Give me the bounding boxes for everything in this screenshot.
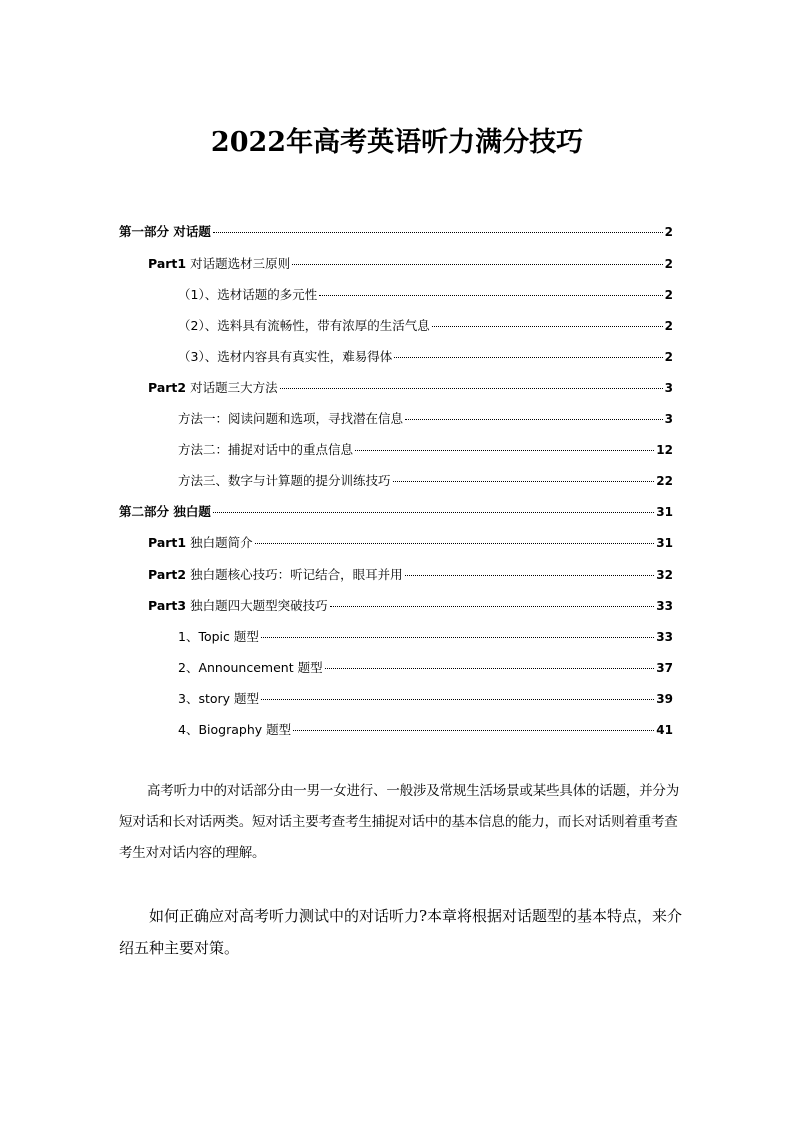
toc-entry-method-3[interactable] xyxy=(178,470,673,490)
toc-entry-page: 31 xyxy=(656,536,673,550)
toc-entry-label: （1）、选材话题的多元性 xyxy=(178,287,318,302)
toc-entry-title: 独白题核心技巧：听记结合，眼耳并用 xyxy=(186,567,403,582)
toc-entry-label xyxy=(148,566,403,584)
toc-leader-dots xyxy=(432,312,663,327)
toc-leader-dots xyxy=(261,685,654,700)
toc-entry-part-number: Part2 xyxy=(148,380,187,395)
toc-leader-dots xyxy=(330,592,655,607)
toc-entry-type-announcement[interactable] xyxy=(178,657,673,677)
toc-entry-part2-dialogue-methods[interactable] xyxy=(148,377,673,397)
toc-leader-dots xyxy=(213,218,663,233)
toc-leader-dots xyxy=(261,623,654,638)
toc-entry-type-topic[interactable] xyxy=(178,626,673,646)
toc-entry-type-story[interactable] xyxy=(178,688,673,708)
toc-leader-dots xyxy=(393,467,655,482)
toc-entry-label: 方法二：捕捉对话中的重点信息 xyxy=(178,442,354,457)
toc-entry-principle-1[interactable] xyxy=(178,284,673,304)
toc-entry-part-number: Part2 xyxy=(148,567,187,582)
toc-entry-page: 22 xyxy=(656,474,673,488)
toc-entry-part1-dialogue-principles[interactable] xyxy=(148,253,673,273)
toc-entry-method-1[interactable] xyxy=(178,408,673,428)
toc-entry-label xyxy=(148,597,328,615)
toc-entry-method-2[interactable] xyxy=(178,439,673,459)
body-paragraph-dialogue-intro: 高考听力中的对话部分由一男一女进行、一般涉及常规生活场景或某些具体的话题，并分为短对话和长对话两类。短对话主要考查考生捕捉对话中的基本信息的能力，而长对话则着重考查考生对对话内容的理解。 xyxy=(119,783,679,861)
document-title: 2022年高考英语听力满分技巧 xyxy=(210,127,584,158)
toc-entry-part3-monologue-types[interactable] xyxy=(148,595,673,615)
toc-entry-type-biography[interactable] xyxy=(178,719,673,739)
toc-entry-part-two[interactable] xyxy=(119,501,673,521)
toc-entry-title: 独白题简介 xyxy=(186,535,253,550)
toc-entry-label: （2）、选料具有流畅性，带有浓厚的生活气息 xyxy=(178,318,430,333)
toc-entry-page: 2 xyxy=(664,319,673,333)
toc-entry-label: 方法一：阅读问题和选项，寻找潜在信息 xyxy=(178,411,404,426)
toc-entry-label xyxy=(148,379,278,397)
toc-entry-page: 2 xyxy=(664,288,673,302)
toc-entry-label: 1、Topic 题型 xyxy=(178,629,259,644)
toc-entry-page: 3 xyxy=(664,412,673,426)
toc-entry-part-number: Part1 xyxy=(148,535,187,550)
toc-entry-label: 第一部分 对话题 xyxy=(119,224,211,239)
toc-leader-dots xyxy=(319,281,662,296)
body-paragraph-strategies: 如何正确应对高考听力测试中的对话听力?本章将根据对话题型的基本特点，来介绍五种主要对策。 xyxy=(119,907,683,957)
toc-entry-part-number: Part1 xyxy=(148,256,187,271)
toc-entry-page: 39 xyxy=(656,692,673,706)
toc-entry-label: 3、story 题型 xyxy=(178,691,260,706)
toc-entry-label: 方法三、数字与计算题的提分训练技巧 xyxy=(178,473,391,488)
toc-leader-dots xyxy=(394,343,662,358)
toc-leader-dots xyxy=(293,716,654,731)
toc-entry-page: 37 xyxy=(656,661,673,675)
toc-entry-page: 31 xyxy=(656,505,673,519)
toc-entry-page: 12 xyxy=(656,443,673,457)
toc-entry-part2-monologue-skills[interactable] xyxy=(148,564,673,584)
toc-entry-label xyxy=(148,255,290,273)
toc-entry-page: 2 xyxy=(664,225,673,239)
toc-entry-label xyxy=(148,534,253,552)
toc-leader-dots xyxy=(405,405,663,420)
toc-entry-part1-monologue-intro[interactable] xyxy=(148,532,673,552)
toc-entry-page: 2 xyxy=(664,257,673,271)
toc-entry-label: （3）、选材内容具有真实性，难易得体 xyxy=(178,349,393,364)
toc-entry-page: 33 xyxy=(656,630,673,644)
toc-leader-dots xyxy=(213,498,654,513)
toc-entry-page: 33 xyxy=(656,599,673,613)
toc-entry-part-one[interactable] xyxy=(119,221,673,241)
toc-entry-principle-2[interactable] xyxy=(178,315,673,335)
toc-leader-dots xyxy=(280,374,663,389)
toc-leader-dots xyxy=(355,436,654,451)
toc-entry-title: 独白题四大题型突破技巧 xyxy=(186,598,328,613)
toc-entry-title: 对话题选材三原则 xyxy=(186,256,291,271)
toc-entry-part-number: Part3 xyxy=(148,598,187,613)
toc-entry-label: 2、Announcement 题型 xyxy=(178,660,323,675)
toc-entry-label: 4、Biography 题型 xyxy=(178,722,292,737)
toc-entry-label: 第二部分 独白题 xyxy=(119,504,211,519)
toc-entry-page: 32 xyxy=(656,568,673,582)
toc-entry-page: 2 xyxy=(664,350,673,364)
toc-leader-dots xyxy=(325,654,655,669)
toc-leader-dots xyxy=(255,529,655,544)
toc-entry-page: 3 xyxy=(664,381,673,395)
toc-leader-dots xyxy=(292,250,663,265)
toc-entry-title: 对话题三大方法 xyxy=(186,380,278,395)
toc-entry-principle-3[interactable] xyxy=(178,346,673,366)
toc-entry-page: 41 xyxy=(656,723,673,737)
toc-leader-dots xyxy=(405,561,655,576)
